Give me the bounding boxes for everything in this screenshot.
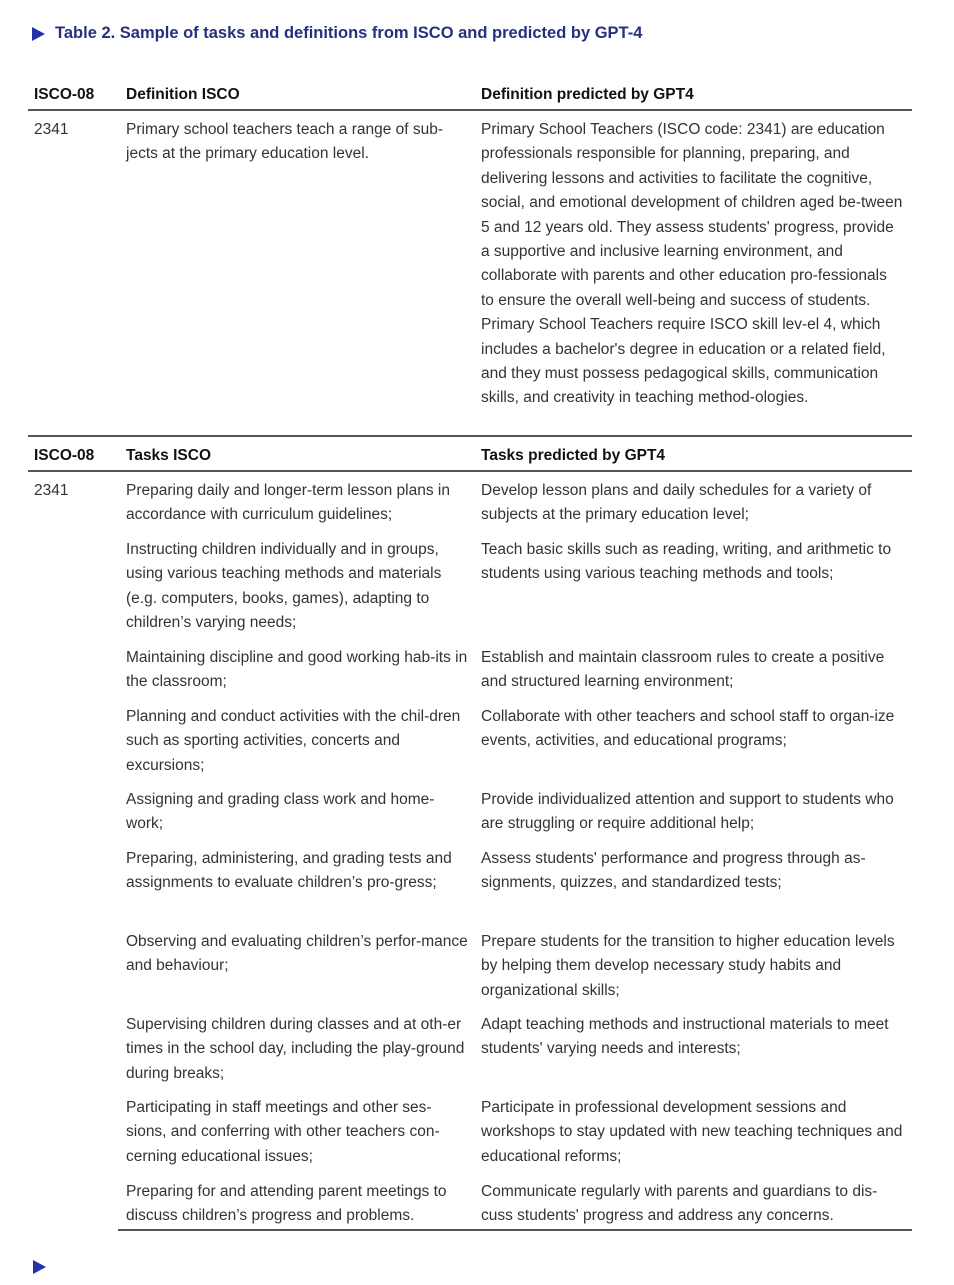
header-rule — [28, 109, 912, 111]
tasks-header-rule — [28, 470, 912, 472]
task-isco: Planning and conduct activities with the chil-dren such as sporting activities, concerts and excursions; — [126, 708, 461, 774]
definition-isco: Primary school teachers teach a range of sub-jects at the primary education level. — [126, 121, 444, 163]
task-isco: Supervising children during classes and at oth-er times in the school day, including the play-ground during breaks; — [126, 1016, 465, 1082]
task-gpt4: Develop lesson plans and daily schedules for a variety of subjects at the primary education level; — [481, 482, 872, 524]
header-tasks-gpt4: Tasks predicted by GPT4 — [481, 447, 666, 464]
task-isco: Observing and evaluating children’s perfor-mance and behaviour; — [126, 933, 468, 975]
table-caption — [32, 24, 642, 43]
task-gpt4: Prepare students for the transition to higher education levels by helping them develop necessary study habits and organizational skills; — [481, 933, 895, 999]
section-rule — [28, 435, 912, 437]
task-isco: Assigning and grading class work and home-work; — [126, 791, 435, 833]
task-gpt4: Participate in professional development sessions and workshops to stay updated with new teaching techniques and educational reforms; — [481, 1099, 903, 1165]
tasks-header-row — [28, 441, 912, 471]
task-gpt4: Adapt teaching methods and instructional materials to meet students' varying needs and interests; — [481, 1016, 889, 1058]
task-gpt4: Provide individualized attention and support to students who are struggling or require additional help; — [481, 791, 894, 833]
header-isco08: ISCO-08 — [34, 86, 95, 103]
caption-text: Table 2. Sample of tasks and definitions from ISCO and predicted by GPT-4 — [55, 24, 643, 42]
definition-code: 2341 — [34, 121, 69, 138]
definition-header-row — [28, 80, 912, 110]
task-gpt4: Collaborate with other teachers and school staff to organ-ize events, activities, and educational programs; — [481, 708, 895, 750]
tasks-code: 2341 — [34, 482, 69, 499]
task-gpt4: Establish and maintain classroom rules to create a positive and structured learning environment; — [481, 649, 885, 691]
table-bottom-rule — [118, 1229, 912, 1231]
header-definition-gpt4: Definition predicted by GPT4 — [481, 86, 694, 103]
definition-gpt4: Primary School Teachers (ISCO code: 2341) are education professionals responsible for planning, preparing, and delivering lessons and activities to facilitate the cognitive, social, and emotional development of children aged be-tween 5 and 12 years old. They assess students' progress, provide a supportive and inclusive learning environment, and collaborate with parents and other education pro-fessionals to ensure the overall well-being and success of students. Primary School Teachers require ISCO skill lev-el 4, which includes a bachelor's degree in education or a related field, and they must possess pedagogical skills, communication skills, and creativity in teaching method-ologies. — [481, 121, 903, 407]
header-definition-isco: Definition ISCO — [126, 86, 240, 103]
header-isco08-tasks: ISCO-08 — [34, 447, 95, 464]
task-isco: Maintaining discipline and good working hab-its in the classroom; — [126, 649, 468, 691]
task-isco: Preparing daily and longer-term lesson plans in accordance with curriculum guidelines; — [126, 482, 450, 524]
task-isco: Preparing for and attending parent meetings to discuss children’s progress and problems. — [126, 1183, 447, 1225]
task-gpt4: Teach basic skills such as reading, writing, and arithmetic to students using various teaching methods and tools; — [481, 541, 892, 583]
task-isco: Instructing children individually and in groups, using various teaching methods and materials (e.g. computers, books, games), adapting to children’s varying needs; — [126, 541, 442, 632]
task-isco: Preparing, administering, and grading tests and assignments to evaluate children’s pro-gress; — [126, 850, 452, 892]
triangle-bullet-icon — [33, 1260, 46, 1274]
header-tasks-isco: Tasks ISCO — [126, 447, 212, 464]
triangle-bullet-icon — [32, 27, 45, 41]
task-gpt4: Assess students' performance and progress through as-signments, quizzes, and standardized tests; — [481, 850, 866, 892]
task-isco: Participating in staff meetings and other ses-sions, and conferring with other teachers con-cerning educational issues; — [126, 1099, 440, 1165]
task-gpt4: Communicate regularly with parents and guardians to dis-cuss students' progress and address any concerns. — [481, 1183, 878, 1225]
